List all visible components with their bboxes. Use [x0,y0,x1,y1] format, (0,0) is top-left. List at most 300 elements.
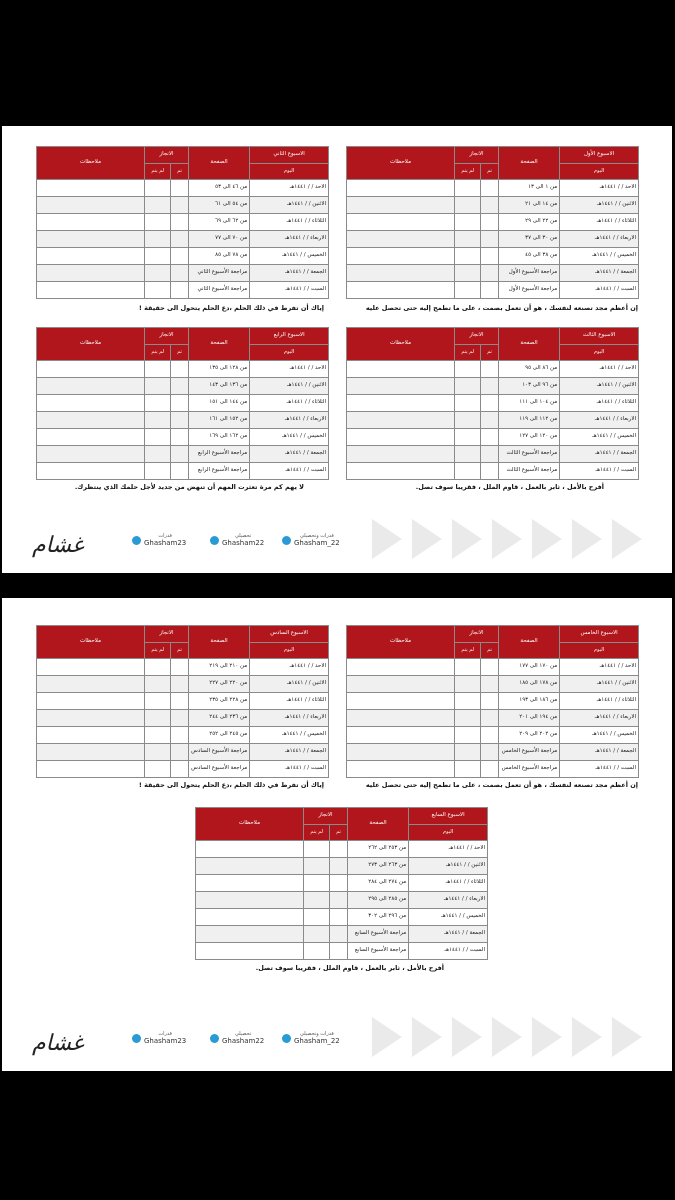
page-cell: من ٩٦ الى ١٠٣ [498,378,559,395]
done-yes-cell[interactable] [481,429,499,446]
done-no-cell[interactable] [145,361,171,378]
notes-cell[interactable] [347,214,455,231]
day-name: السبت [310,467,326,474]
date-text: / / ١٤٤١هـ [594,714,619,721]
notes-cell[interactable] [347,412,455,429]
day-name: الاثنين [622,680,636,687]
telegram-link-1[interactable] [132,533,186,547]
date-text: / / ١٤٤١هـ [287,680,311,687]
date-text: / / ١٤٤١هـ [446,862,470,869]
notes-cell[interactable] [347,361,455,378]
notes-cell[interactable] [37,429,145,446]
done-no-header: لم يتم [145,643,171,659]
date-text: / / ١٤٤١هـ [285,450,309,457]
page-cell: مراجعة الأسبوع الثالث [498,463,559,480]
day-name: الثلاثاء [471,879,485,886]
week-grid [346,625,639,778]
notes-cell[interactable] [347,265,455,282]
day-cell [409,892,488,909]
notes-cell[interactable] [37,744,145,761]
notes-cell[interactable] [37,727,145,744]
day-cell [250,429,329,446]
week-1-table [346,146,639,299]
page-cell: من ١٢٠ الى ١٢٧ [498,429,559,446]
page-cell: من ٥٤ الى ٦١ [188,197,249,214]
done-yes-cell[interactable] [330,892,348,909]
done-yes-cell[interactable] [481,744,499,761]
social-caption: تحصيلي [234,1031,252,1037]
done-no-cell[interactable] [145,248,171,265]
done-yes-cell[interactable] [481,231,499,248]
notes-cell[interactable] [37,248,145,265]
notes-cell[interactable] [347,378,455,395]
done-no-header: لم يتم [145,345,171,361]
done-no-cell[interactable] [145,710,171,727]
notes-cell[interactable] [347,395,455,412]
social-caption: قدرات [158,1031,172,1037]
done-no-cell[interactable] [455,710,481,727]
day-name: الاحد [625,663,636,670]
table-row [347,463,639,480]
done-no-cell[interactable] [145,676,171,693]
quote-1: إن أعظم مجد تصنعه لنفسك ، هو أن تعمل بصمت ، على ما تطمح إليه حتى تحصل عليه [365,304,638,312]
done-yes-cell[interactable] [171,231,189,248]
notes-cell[interactable] [196,892,304,909]
done-yes-cell[interactable] [330,841,348,858]
day-cell [250,378,329,395]
quote-2: إياك أن تفرط في ذلك الحلم ،دع الحلم يتحول الى حقيقة ! [138,304,324,312]
notes-cell[interactable] [196,943,304,960]
telegram-icon [132,536,141,545]
day-cell [409,926,488,943]
done-no-cell[interactable] [455,676,481,693]
done-no-cell[interactable] [145,463,171,480]
done-yes-cell[interactable] [171,361,189,378]
day-name: الاحد [315,184,326,191]
day-cell [250,180,329,197]
arrows-decoration [372,1017,672,1057]
notes-cell[interactable] [347,231,455,248]
day-cell [250,214,329,231]
date-text: / / ١٤٤١هـ [282,433,306,440]
notes-cell[interactable] [347,761,455,778]
done-no-cell[interactable] [455,265,481,282]
day-cell [560,693,639,710]
done-no-cell[interactable] [304,858,330,875]
done-yes-cell[interactable] [481,361,499,378]
done-yes-cell[interactable] [481,463,499,480]
page-cell: من ٢٣٦ الى ٢٤٤ [188,710,249,727]
done-yes-cell[interactable] [481,412,499,429]
done-yes-cell[interactable] [171,412,189,429]
quote-3: أفرح بالأمل ، ثابر بالعمل ، قاوم الملل ، فقريبا سوف تصل. [415,483,604,491]
done-no-cell[interactable] [455,248,481,265]
social-caption: قدرات وتحصيلي [299,533,334,539]
done-yes-cell[interactable] [481,265,499,282]
logo: غشام [32,1031,84,1056]
done-yes-cell[interactable] [481,761,499,778]
table-row [37,265,329,282]
date-text: / / ١٤٤١هـ [599,365,624,372]
day-cell [250,412,329,429]
page-cell: من ١٨٦ الى ١٩٣ [498,693,559,710]
done-yes-cell[interactable] [481,197,499,214]
done-yes-cell[interactable] [330,943,348,960]
page-sheet-1 [2,126,672,573]
page-cell: مراجعة الأسبوع الثاني [188,282,249,299]
date-text: / / ١٤٤١هـ [597,680,621,687]
notes-cell[interactable] [37,282,145,299]
telegram-icon [210,1034,219,1043]
notes-header: ملاحظات [37,147,145,180]
footer-2 [32,1021,392,1071]
notes-cell[interactable] [37,761,145,778]
done-yes-cell[interactable] [330,926,348,943]
date-text: / / ١٤٤١هـ [595,269,619,276]
notes-cell[interactable] [347,727,455,744]
notes-cell[interactable] [347,463,455,480]
notes-cell[interactable] [37,180,145,197]
date-text: / / ١٤٤١هـ [592,731,616,738]
done-yes-cell[interactable] [171,265,189,282]
done-no-cell[interactable] [145,282,171,299]
done-no-cell[interactable] [145,180,171,197]
day-name: الاثنين [471,862,485,869]
done-no-cell[interactable] [455,744,481,761]
done-yes-cell[interactable] [481,214,499,231]
table-row [347,412,639,429]
done-yes-cell[interactable] [171,248,189,265]
notes-cell[interactable] [347,659,455,676]
day-name: الخميس [617,731,636,738]
day-cell [560,214,639,231]
notes-cell[interactable] [347,710,455,727]
done-yes-cell[interactable] [171,744,189,761]
notes-cell[interactable] [37,395,145,412]
done-yes-cell[interactable] [330,875,348,892]
day-cell [560,282,639,299]
day-name: الاثنين [312,680,326,687]
date-text: / / ١٤٤١هـ [282,252,306,259]
week-2-table [36,146,329,299]
notes-header: ملاحظات [196,808,304,841]
telegram-icon [210,536,219,545]
social-caption: قدرات [158,533,172,539]
day-header: اليوم [560,164,639,180]
notes-cell[interactable] [347,248,455,265]
done-no-cell[interactable] [455,231,481,248]
table-row [347,248,639,265]
notes-cell[interactable] [347,446,455,463]
day-cell [250,761,329,778]
date-text: / / ١٤٤١هـ [594,416,619,423]
done-yes-cell[interactable] [481,727,499,744]
done-yes-cell[interactable] [481,710,499,727]
table-row [347,395,639,412]
day-cell [560,727,639,744]
notes-cell[interactable] [37,412,145,429]
day-cell [560,248,639,265]
page-cell: من ١١٢ الى ١١٩ [498,412,559,429]
done-yes-cell[interactable] [171,463,189,480]
date-text: / / ١٤٤١هـ [289,663,314,670]
date-text: / / ١٤٤١هـ [595,748,619,755]
notes-cell[interactable] [347,429,455,446]
week-title: الاسبوع الرابع [250,328,329,345]
day-name: الثلاثاء [622,218,636,225]
done-yes-cell[interactable] [171,761,189,778]
notes-cell[interactable] [37,659,145,676]
page-cell: مراجعة الأسبوع الثاني [188,265,249,282]
done-yes-cell[interactable] [171,429,189,446]
date-text: / / ١٤٤١هـ [595,467,620,474]
date-text: / / ١٤٤١هـ [596,399,621,406]
day-name: الخميس [466,913,485,920]
page-cell: من ١٩٤ الى ٢٠١ [498,710,559,727]
notes-cell[interactable] [347,282,455,299]
done-yes-header: تم [171,164,189,180]
done-no-cell[interactable] [145,744,171,761]
day-name: الاربعاء [620,416,636,423]
notes-cell[interactable] [196,926,304,943]
done-no-cell[interactable] [304,926,330,943]
date-text: / / ١٤٤١هـ [287,201,311,208]
page-header: الصفحة [498,328,559,361]
page-cell: من ١٥٢ الى ١٦١ [188,412,249,429]
table-row [347,378,639,395]
date-text: / / ١٤٤١هـ [597,382,621,389]
date-text: / / ١٤٤١هـ [594,235,619,242]
page-cell: من ٢٢٨ الى ٢٣٥ [188,693,249,710]
done-yes-header: تم [481,345,499,361]
notes-cell[interactable] [37,214,145,231]
day-name: الاحد [625,365,636,372]
done-no-cell[interactable] [304,841,330,858]
done-yes-cell[interactable] [481,659,499,676]
day-cell [409,909,488,926]
week-3-table [346,327,639,480]
done-yes-cell[interactable] [171,693,189,710]
day-name: الاثنين [622,201,636,208]
notes-cell[interactable] [37,231,145,248]
done-no-cell[interactable] [455,180,481,197]
done-yes-cell[interactable] [171,710,189,727]
week-grid [36,625,329,778]
social-caption: قدرات وتحصيلي [299,1031,334,1037]
table-row [347,197,639,214]
done-yes-cell[interactable] [171,378,189,395]
done-no-cell[interactable] [304,943,330,960]
table-row [37,361,329,378]
notes-header: ملاحظات [347,147,455,180]
done-yes-cell[interactable] [330,858,348,875]
done-no-cell[interactable] [145,395,171,412]
day-cell [250,676,329,693]
done-no-cell[interactable] [145,265,171,282]
done-yes-cell[interactable] [481,446,499,463]
day-name: الخميس [307,252,326,259]
week-title: الاسبوع الثالث [560,328,639,345]
done-yes-cell[interactable] [171,282,189,299]
done-no-cell[interactable] [304,875,330,892]
notes-cell[interactable] [37,197,145,214]
page-header: الصفحة [498,626,559,659]
done-no-cell[interactable] [145,761,171,778]
notes-cell[interactable] [37,265,145,282]
notes-cell[interactable] [37,361,145,378]
day-name: الجمعة [620,269,636,276]
done-yes-cell[interactable] [481,282,499,299]
day-cell [560,395,639,412]
done-no-cell[interactable] [455,727,481,744]
done-yes-cell[interactable] [481,248,499,265]
done-no-cell[interactable] [145,693,171,710]
page-cell: مراجعة الأسبوع السابع [347,926,408,943]
day-name: الاربعاء [620,235,636,242]
table-row [37,248,329,265]
done-no-cell[interactable] [455,282,481,299]
done-no-cell[interactable] [455,378,481,395]
notes-cell[interactable] [347,744,455,761]
notes-cell[interactable] [196,875,304,892]
date-text: / / ١٤٤١هـ [285,467,310,474]
notes-cell[interactable] [347,180,455,197]
done-yes-cell[interactable] [171,197,189,214]
table-row [37,446,329,463]
done-yes-cell[interactable] [171,446,189,463]
done-no-cell[interactable] [455,361,481,378]
done-no-cell[interactable] [455,395,481,412]
done-no-cell[interactable] [455,761,481,778]
telegram-link-1[interactable] [132,1031,186,1045]
done-no-cell[interactable] [455,446,481,463]
day-cell [560,180,639,197]
done-yes-cell[interactable] [481,676,499,693]
week-title: الاسبوع الأول [560,147,639,164]
date-text: / / ١٤٤١هـ [597,201,621,208]
done-no-cell[interactable] [145,659,171,676]
day-name: الجمعة [620,748,636,755]
notes-cell[interactable] [347,693,455,710]
week-6-table [36,625,329,778]
notes-cell[interactable] [196,858,304,875]
notes-cell[interactable] [37,463,145,480]
done-no-cell[interactable] [455,197,481,214]
page-cell: من ١٧٠ الى ١٧٧ [498,659,559,676]
done-no-cell[interactable] [455,412,481,429]
notes-cell[interactable] [196,909,304,926]
table-row [347,693,639,710]
week-grid [195,807,488,960]
notes-cell[interactable] [37,693,145,710]
notes-cell[interactable] [347,197,455,214]
date-text: / / ١٤٤١هـ [445,879,470,886]
done-yes-cell[interactable] [171,214,189,231]
done-no-cell[interactable] [145,214,171,231]
done-yes-cell[interactable] [171,395,189,412]
date-text: / / ١٤٤١هـ [287,382,311,389]
done-yes-cell[interactable] [171,659,189,676]
day-name: السبت [310,765,326,772]
notes-cell[interactable] [37,710,145,727]
table-row [347,214,639,231]
table-row [196,909,488,926]
social-handle: Ghasham_22 [294,539,340,547]
done-no-cell[interactable] [145,446,171,463]
quote-4: لا يهم كم مرة تعثرت المهم أن تنهض من جديد لأجل حلمك الذي ينتظرك. [74,483,304,491]
twitter-link[interactable] [282,533,340,547]
notes-cell[interactable] [37,378,145,395]
notes-cell[interactable] [196,841,304,858]
date-text: / / ١٤٤١هـ [441,913,465,920]
day-name: الاثنين [622,382,636,389]
done-no-cell[interactable] [145,412,171,429]
done-no-cell[interactable] [455,429,481,446]
table-row [37,727,329,744]
day-cell [250,744,329,761]
day-name: الخميس [617,252,636,259]
done-no-cell[interactable] [145,378,171,395]
date-text: / / ١٤٤١هـ [285,748,309,755]
table-row [196,841,488,858]
date-text: / / ١٤٤١هـ [286,218,311,225]
done-yes-cell[interactable] [171,676,189,693]
table-row [37,378,329,395]
page-header: الصفحة [188,328,249,361]
day-name: الاربعاء [310,714,326,721]
day-name: الثلاثاء [312,399,326,406]
done-no-cell[interactable] [455,463,481,480]
week-grid [346,327,639,480]
done-yes-cell[interactable] [481,180,499,197]
notes-cell[interactable] [37,446,145,463]
done-yes-cell[interactable] [481,693,499,710]
done-yes-cell[interactable] [481,395,499,412]
telegram-link-2[interactable] [210,1031,264,1045]
twitter-icon [282,536,291,545]
twitter-link[interactable] [282,1031,340,1045]
table-row [37,231,329,248]
done-no-cell[interactable] [145,231,171,248]
done-no-cell[interactable] [304,892,330,909]
done-yes-header: تم [171,345,189,361]
notes-cell[interactable] [37,676,145,693]
day-name: الجمعة [469,930,485,937]
done-no-cell[interactable] [455,693,481,710]
quote-3b: أفرح بالأمل ، ثابر بالعمل ، قاوم الملل ، فقريبا سوف تصل. [255,964,444,972]
date-text: / / ١٤٤١هـ [596,218,621,225]
date-text: / / ١٤٤١هـ [595,286,620,293]
done-yes-cell[interactable] [171,727,189,744]
page-header: الصفحة [347,808,408,841]
notes-cell[interactable] [347,676,455,693]
done-yes-cell[interactable] [330,909,348,926]
done-no-cell[interactable] [455,214,481,231]
page-cell: من ٨٦ الى ٩٥ [498,361,559,378]
page-cell: من ٣٨ الى ٤٥ [498,248,559,265]
done-yes-cell[interactable] [171,180,189,197]
done-no-cell[interactable] [145,429,171,446]
telegram-link-2[interactable] [210,533,264,547]
day-name: الثلاثاء [622,697,636,704]
done-no-cell[interactable] [304,909,330,926]
page-cell: من ١ الى ١٣ [498,180,559,197]
done-no-cell[interactable] [145,197,171,214]
done-yes-cell[interactable] [481,378,499,395]
page-cell: من ٤٦ الى ٥٣ [188,180,249,197]
done-no-cell[interactable] [455,659,481,676]
done-no-cell[interactable] [145,727,171,744]
